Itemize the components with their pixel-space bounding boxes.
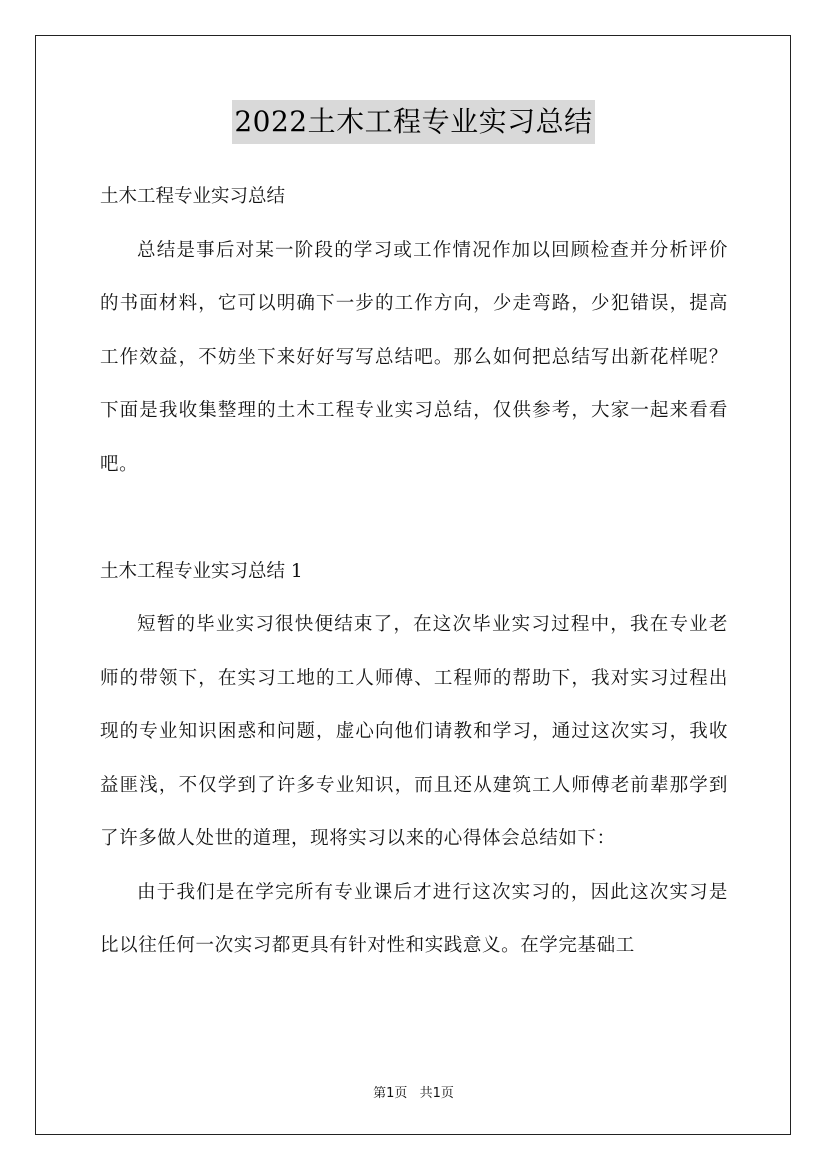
section1-paragraph-2: 由于我们是在学完所有专业课后才进行这次实习的，因此这次实习是比以往任何一次实习都更具有针对性和实践意义。在学完基础工 [100, 881, 728, 956]
section1-paragraph-1: 短暂的毕业实习很快便结束了，在这次毕业实习过程中，我在专业老师的带领下，在实习工地的工人师傅、工程师的帮助下，我对实习过程出现的专业知识困惑和问题，虚心向他们请教和学习，通过这次实习，我收益匪浅，不仅学到了许多专业知识，而且还从建筑工人师傅老前辈那学到了许多做人处世的道理，现将实习以来的心得体会总结如下： [100, 614, 728, 849]
intro-heading: 土木工程专业实习总结 [100, 186, 286, 207]
page-number: 第1页 [373, 1086, 408, 1101]
document-body [100, 170, 728, 973]
page-footer [0, 1082, 827, 1101]
document-title: 2022土木工程专业实习总结 [232, 100, 594, 144]
section-spacer [100, 491, 728, 545]
section1-heading: 土木工程专业实习总结 1 [100, 560, 303, 582]
title-wrapper [0, 100, 827, 144]
page-total: 共1页 [419, 1086, 454, 1101]
intro-paragraph: 总结是事后对某一阶段的学习或工作情况作加以回顾检查并分析评价的书面材料，它可以明确下一步的工作方向，少走弯路，少犯错误，提高工作效益，不妨坐下来好好写写总结吧。那么如何把总结写出新花样呢？下面是我收集整理的土木工程专业实习总结，仅供参考，大家一起来看看吧。 [100, 239, 728, 475]
